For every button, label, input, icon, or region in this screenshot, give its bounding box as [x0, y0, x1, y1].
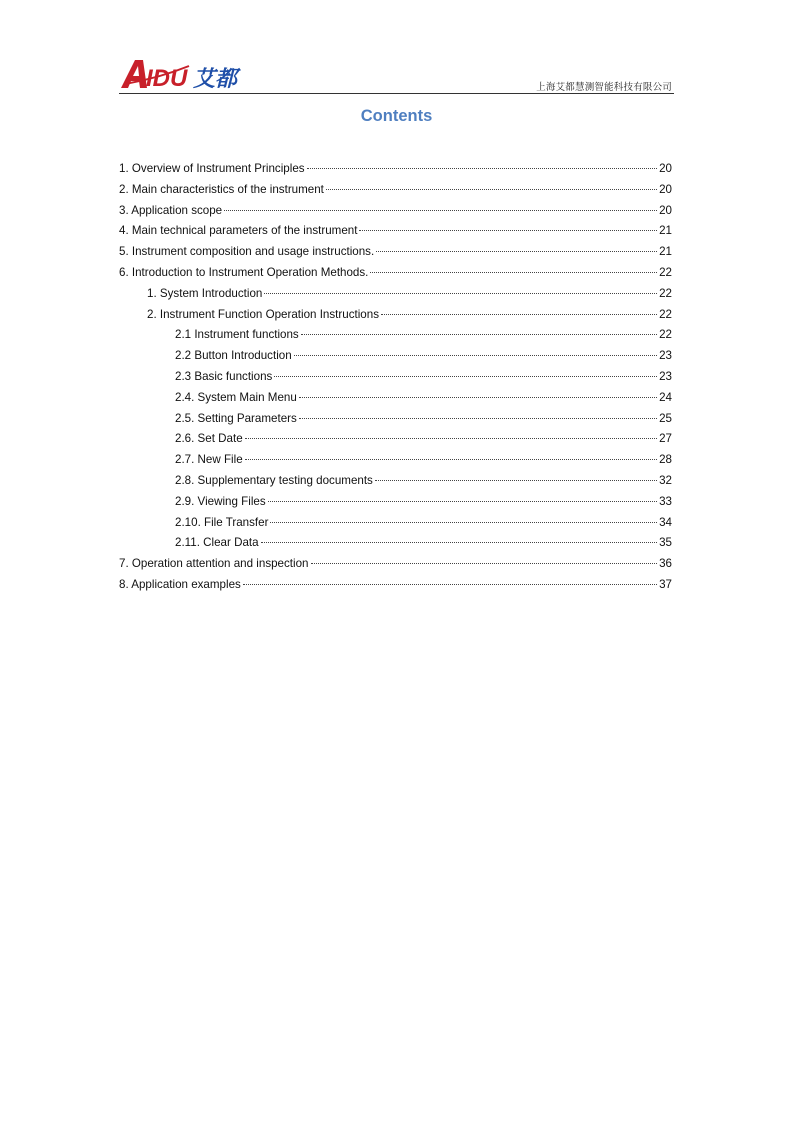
toc-dot-leader: [274, 376, 657, 377]
toc-dot-leader: [375, 480, 657, 481]
toc-dot-leader: [299, 397, 657, 398]
toc-entry-label: 2.6. Set Date: [175, 432, 243, 446]
toc-dot-leader: [301, 334, 657, 335]
toc-entry[interactable]: [119, 554, 672, 575]
toc-entry-label: 2. Main characteristics of the instrument: [119, 182, 324, 196]
toc-entry-page-number: 20: [659, 203, 672, 217]
toc-entry-label: 2.2 Button Introduction: [175, 349, 292, 363]
toc-entry-page-number: 22: [659, 328, 672, 342]
toc-dot-leader: [261, 542, 658, 543]
toc-entry-page-number: 33: [659, 494, 672, 508]
toc-dot-leader: [307, 168, 658, 169]
table-of-contents: [119, 159, 672, 596]
aidu-logo-icon: [119, 54, 249, 92]
toc-entry[interactable]: [119, 409, 672, 430]
page-title: Contents: [360, 107, 433, 125]
toc-dot-leader: [359, 230, 657, 231]
toc-entry-page-number: 34: [659, 515, 672, 529]
toc-entry-label: 2. Instrument Function Operation Instructions: [147, 307, 379, 321]
toc-entry-label: 4. Main technical parameters of the instrument: [119, 224, 358, 238]
toc-entry-page-number: 32: [659, 473, 672, 487]
company-logo: [119, 54, 249, 92]
toc-entry-label: 8. Application examples: [119, 577, 241, 591]
toc-entry[interactable]: [119, 284, 672, 305]
toc-entry[interactable]: [119, 471, 672, 492]
toc-entry-page-number: 28: [659, 453, 672, 467]
toc-dot-leader: [243, 584, 657, 585]
toc-entry[interactable]: [119, 346, 672, 367]
toc-dot-leader: [299, 418, 657, 419]
toc-dot-leader: [326, 189, 657, 190]
toc-entry[interactable]: [119, 388, 672, 409]
toc-entry-page-number: 25: [659, 411, 672, 425]
toc-entry-page-number: 23: [659, 369, 672, 383]
toc-entry-label: 2.7. New File: [175, 453, 243, 467]
toc-entry-label: 2.5. Setting Parameters: [175, 411, 297, 425]
header-divider: [119, 93, 674, 94]
toc-entry-page-number: 37: [659, 577, 672, 591]
toc-entry[interactable]: [119, 263, 672, 284]
toc-entry-label: 2.10. File Transfer: [175, 515, 269, 529]
toc-entry[interactable]: [119, 201, 672, 222]
toc-entry-label: 1. System Introduction: [147, 286, 263, 300]
toc-entry[interactable]: [119, 367, 672, 388]
toc-entry-label: 3. Application scope: [119, 203, 223, 217]
toc-dot-leader: [294, 355, 657, 356]
toc-entry-label: 1. Overview of Instrument Principles: [119, 162, 305, 175]
toc-entry-page-number: 24: [659, 390, 672, 404]
toc-entry[interactable]: [119, 305, 672, 326]
toc-entry[interactable]: [119, 513, 672, 534]
toc-entry[interactable]: [119, 429, 672, 450]
toc-entry-label: 2.9. Viewing Files: [175, 494, 266, 508]
toc-dot-leader: [270, 522, 657, 523]
toc-entry-label: 2.3 Basic functions: [175, 369, 273, 383]
svg-text:IDU: IDU: [146, 65, 188, 92]
toc-entry-page-number: 20: [659, 162, 672, 175]
toc-entry-page-number: 23: [659, 349, 672, 363]
company-name: 上海艾都慧测智能科技有限公司: [536, 82, 672, 93]
toc-entry[interactable]: [119, 221, 672, 242]
toc-entry-page-number: 35: [659, 536, 672, 550]
toc-dot-leader: [370, 272, 657, 273]
toc-entry[interactable]: [119, 533, 672, 554]
toc-entry-label: 2.4. System Main Menu: [175, 390, 297, 404]
toc-entry[interactable]: [119, 242, 672, 263]
toc-entry-page-number: 21: [659, 245, 672, 259]
toc-dot-leader: [311, 563, 658, 564]
toc-entry-label: 2.8. Supplementary testing documents: [175, 473, 373, 487]
page-header: [119, 52, 674, 96]
toc-entry-label: 2.11. Clear Data: [175, 536, 259, 550]
toc-entry[interactable]: [119, 180, 672, 201]
toc-entry[interactable]: [119, 159, 672, 180]
toc-entry-label: 6. Introduction to Instrument Operation Methods.: [119, 265, 369, 279]
toc-dot-leader: [381, 314, 657, 315]
toc-dot-leader: [245, 438, 657, 439]
toc-entry-page-number: 36: [659, 557, 672, 571]
toc-dot-leader: [224, 210, 657, 211]
toc-entry-label: 5. Instrument composition and usage instructions.: [119, 245, 375, 259]
toc-dot-leader: [264, 293, 657, 294]
toc-entry[interactable]: [119, 575, 672, 596]
toc-dot-leader: [376, 251, 657, 252]
toc-entry[interactable]: [119, 325, 672, 346]
toc-entry-page-number: 22: [659, 265, 672, 279]
toc-entry-page-number: 22: [659, 286, 672, 300]
toc-entry[interactable]: [119, 492, 672, 513]
toc-dot-leader: [245, 459, 657, 460]
toc-entry-page-number: 27: [659, 432, 672, 446]
toc-entry-page-number: 20: [659, 182, 672, 196]
toc-entry-label: 2.1 Instrument functions: [175, 328, 299, 342]
toc-dot-leader: [268, 501, 657, 502]
toc-entry-label: 7. Operation attention and inspection: [119, 557, 309, 571]
toc-entry[interactable]: [119, 450, 672, 471]
svg-text:艾都: 艾都: [193, 67, 238, 92]
toc-entry-page-number: 22: [659, 307, 672, 321]
toc-entry-page-number: 21: [659, 224, 672, 238]
